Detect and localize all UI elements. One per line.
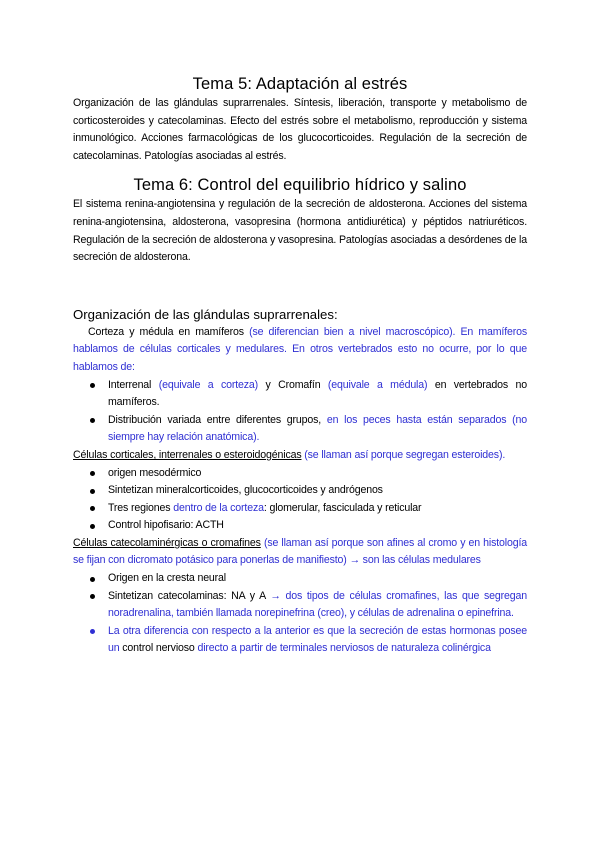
text-run: Distribución variada entre diferentes grupos, — [108, 413, 327, 426]
tema5-body: Organización de las glándulas suprarrenales. Síntesis, liberación, transporte y metabolismo de corticosteroides y catecolaminas. Efecto del estrés sobre el metabolismo, reproducción y sistema inmunológico. Acciones farmacológicas de los glucocorticoides. Regulación de la secreción de catecolaminas. Patologías asociadas al estrés. — [73, 97, 527, 162]
intro-black-text: Corteza y médula en mamíferos — [88, 325, 250, 338]
note-run: (equivale a médula) — [327, 378, 428, 391]
tema5-title: Tema 5: Adaptación al estrés — [192, 75, 408, 93]
corticales-heading: Células corticales, interrenales o esteroidogénicas — [73, 448, 302, 461]
note-run: dentro de la corteza — [173, 501, 264, 514]
note-run: directo a partir de terminales nerviosos de naturaleza colinérgica — [194, 642, 491, 655]
text-run: control nervioso — [122, 642, 195, 655]
text-run: y Cromafín — [258, 378, 328, 391]
document-content — [73, 73, 527, 658]
section-intro — [73, 324, 527, 377]
note-run: (equivale a corteza) — [158, 378, 259, 391]
text-run: en vertebrados no mamíferos. — [108, 378, 527, 409]
text-run: Interrenal — [108, 378, 159, 391]
list-item — [73, 588, 527, 623]
corticales-heading-line — [73, 447, 527, 465]
list-item — [73, 500, 527, 518]
intro-blue-note: (se diferencian bien a nivel macroscópico). En mamíferos hablamos de células corticales y medulares. En otros vertebrados esto no ocurre, por lo que hablamos de: — [73, 325, 528, 373]
text-run: Sintetizan catecolaminas: NA y A — [108, 589, 271, 602]
tema6-title: Tema 6: Control del equilibrio hídrico y salino — [133, 176, 467, 195]
note-run: en los peces hasta están separados (no siempre hay relación anatómica). — [108, 413, 527, 444]
list-item — [73, 623, 527, 658]
list-item: origen mesodérmico — [73, 465, 527, 483]
section-title: Organización de las glándulas suprarrenales: — [73, 306, 338, 322]
corticales-note: (se llaman así porque segregan esteroides). — [301, 448, 506, 461]
cromafines-heading: Células catecolaminérgicas o cromafines — [73, 536, 261, 549]
cromafines-note: (se llaman así porque son afines al cromo y en histología se fijan con dicromato potásico para ponerlas de manifiesto) → son las células medulares — [73, 536, 527, 567]
vertebrate-list — [73, 377, 527, 447]
cromafines-heading-line — [73, 535, 527, 570]
list-item: Control hipofisario: ACTH — [73, 517, 527, 535]
list-item: Sintetizan mineralcorticoides, glucocorticoides y andrógenos — [73, 482, 527, 500]
note-run: → dos tipos de células cromafines, las que segregan noradrenalina, también llamada norepinefrina (creo), y células de adrenalina o epinefrina. — [108, 589, 528, 620]
corticales-list — [73, 465, 527, 535]
text-run: Tres regiones — [108, 501, 174, 514]
note-run: La otra diferencia con respecto a la anterior es que la secreción de estas hormonas posee un — [108, 624, 527, 655]
tema6-body: El sistema renina-angiotensina y regulación de la secreción de aldosterona. Acciones del sistema renina-angiotensina, aldosterona, vasopresina (hormona antidiurética) y péptidos natriuréticos. Regulación de la secreción de aldosterona y vasopresina. Patologías asociadas a desórdenes de la secreción de aldosterona. — [73, 198, 527, 264]
text-run: : glomerular, fasciculada y reticular — [263, 501, 422, 514]
cromafines-list — [73, 570, 527, 658]
list-item — [73, 377, 527, 412]
list-item — [73, 412, 527, 447]
list-item: Origen en la cresta neural — [73, 570, 527, 588]
